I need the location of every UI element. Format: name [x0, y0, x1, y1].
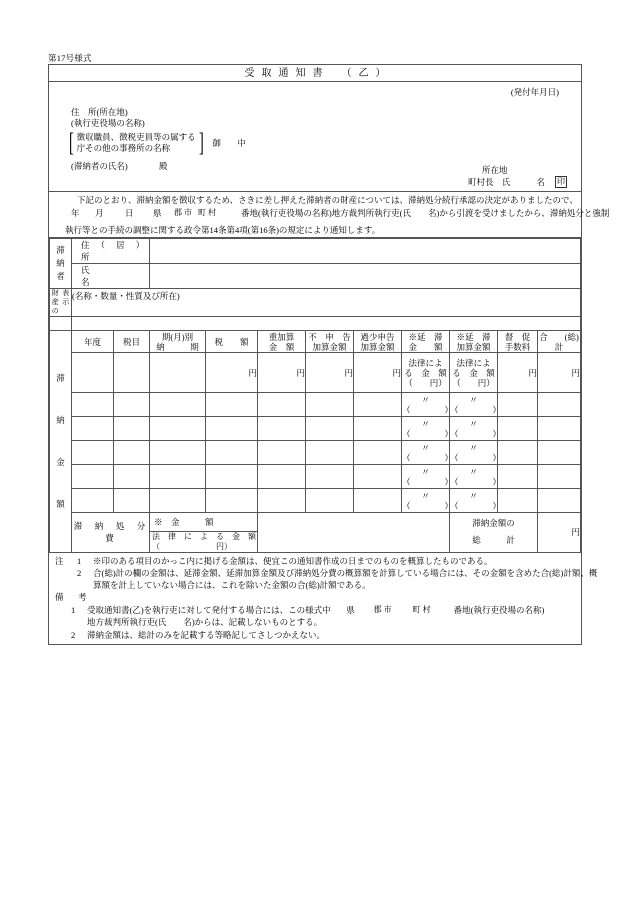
- cell-entaikin[interactable]: 〃 （ ）: [402, 490, 454, 511]
- cell-kashoushinkoku[interactable]: [354, 489, 402, 513]
- body-son: 村: [208, 208, 216, 217]
- cell-nendo[interactable]: [72, 353, 114, 393]
- col-header-kashoushinkoku: 過少申告 加算金額: [354, 331, 402, 353]
- cell-tokusoku[interactable]: [498, 489, 538, 513]
- title-band: [49, 65, 581, 82]
- cell-juukasan[interactable]: [258, 489, 306, 513]
- issue-date-label: (発付年月日): [510, 87, 559, 97]
- cell-nouki[interactable]: [150, 441, 206, 465]
- cell-zeimoku[interactable]: [114, 489, 150, 513]
- bracket-line-2: 庁その他の事務所の名称: [76, 143, 171, 154]
- note-continuation: 算額を計上していない場合には、これを除いた金額の合(総)計額である。: [93, 579, 371, 590]
- cell-tokusoku[interactable]: [498, 417, 538, 441]
- cell-fushinkoku[interactable]: [306, 489, 354, 513]
- form-number: 第17号様式: [48, 53, 92, 63]
- cell-entaikasan[interactable]: 法律によ る 金 額 （ 円）: [450, 353, 498, 393]
- body-year: 年: [71, 208, 80, 218]
- cell-zeigaku[interactable]: [206, 489, 258, 513]
- cell-zeigaku[interactable]: [206, 441, 258, 465]
- col-header-entaikasan: ※延 滞 加算金額: [450, 331, 498, 353]
- cell-total[interactable]: [538, 417, 581, 441]
- cell-juukasan[interactable]: [258, 393, 306, 417]
- taxpayer-address-label: 住 （ 居 ） 所: [72, 239, 150, 264]
- taxpayer-name-value[interactable]: [150, 264, 581, 289]
- col-header-nendo: 年度: [72, 331, 114, 353]
- side-label-1: 滞: [56, 245, 65, 255]
- cell-nouki[interactable]: [150, 417, 206, 441]
- remark-cho-son-stack: [413, 606, 431, 614]
- gun-shi-stack: [174, 209, 192, 217]
- cell-tokusoku[interactable]: [498, 393, 538, 417]
- bracket-text: [76, 132, 197, 154]
- cell-kashoushinkoku[interactable]: [354, 417, 402, 441]
- property-side-label: [50, 289, 72, 317]
- remark-gun-shi-stack: [374, 606, 392, 614]
- remark-number: 2: [71, 629, 76, 640]
- cell-nouki[interactable]: [150, 353, 206, 393]
- notes-label: 注: [55, 555, 64, 566]
- note-number: 2: [77, 567, 82, 578]
- note-item: [49, 555, 581, 567]
- cell-entaikin[interactable]: 法律によ る 金 額 （ 円）: [402, 353, 450, 393]
- amt-label-3: 金: [56, 457, 65, 468]
- cell-total[interactable]: [538, 465, 581, 489]
- cell-nendo[interactable]: [72, 441, 114, 465]
- cell-fushinkoku[interactable]: 円: [306, 353, 354, 393]
- main-table: [49, 238, 596, 553]
- grand-total-label: 滞納金額の 総 計: [450, 513, 538, 553]
- col-header-zeimoku: 税目: [114, 331, 150, 353]
- note-number: 1: [77, 555, 82, 566]
- issuing-office-bracket: [67, 128, 250, 157]
- amount-side-label: [50, 331, 72, 553]
- seal-icon: 印: [557, 177, 565, 186]
- body-day: 日: [125, 208, 134, 218]
- remark-text-before: 受取通知書(乙)を執行吏に対して発付する場合には、この様式中: [87, 604, 331, 615]
- disposal-fee-law-amount[interactable]: 法 律 に よ る 金 額 （ 円）: [152, 531, 257, 551]
- cell-juukasan[interactable]: 円: [258, 353, 306, 393]
- taxpayer-side-label: [50, 239, 72, 289]
- cell-tokusoku[interactable]: 円: [498, 353, 538, 393]
- remark-item: [49, 604, 581, 616]
- signature-block: [468, 164, 567, 188]
- address-label: 住 所(所在地): [71, 107, 128, 117]
- address-band: [49, 82, 581, 192]
- side-label-2: 納: [56, 258, 65, 268]
- col-header-tokusoku: 督 促 手数料: [498, 331, 538, 353]
- body-line-1: 下記のとおり、滞納金額を徴収するため、さきに差し押えた滞納者の財産については、滞納処分続行承認の決定がありましたので、: [77, 195, 578, 205]
- remark-number: 1: [71, 604, 76, 615]
- side-label-3: 者: [56, 271, 65, 281]
- disposal-fee-label: 滞 納 処 分 費: [72, 513, 150, 553]
- office-name-label: (執行吏役場の名称): [71, 118, 145, 128]
- amount-row: [50, 353, 581, 393]
- cell-entaikasan[interactable]: 〃 （ ）: [450, 442, 502, 463]
- bracket-left: [: [68, 128, 74, 157]
- property-heading-row: [50, 289, 581, 317]
- cell-juukasan[interactable]: [258, 465, 306, 489]
- document-title: 受取通知書 （乙）: [244, 68, 393, 79]
- cell-entaikin[interactable]: 〃 （ ）: [402, 394, 454, 415]
- cell-total[interactable]: [538, 441, 581, 465]
- amt-label-2: 納: [56, 415, 65, 426]
- cell-fushinkoku[interactable]: [306, 417, 354, 441]
- cell-entaikin[interactable]: 〃 （ ）: [402, 418, 454, 439]
- cell-nendo[interactable]: [72, 393, 114, 417]
- body-line-3: 執行等との手続の調整に関する政令第14条第4項(第16条)の規定により通知します。: [65, 225, 381, 235]
- cell-kashoushinkoku[interactable]: [354, 441, 402, 465]
- cell-entaikasan[interactable]: 〃 （ ）: [450, 418, 502, 439]
- taxpayer-name-row: [50, 264, 581, 289]
- amount-row: [50, 441, 581, 465]
- signature-mayor-row: [468, 176, 567, 188]
- cell-kashoushinkoku[interactable]: [354, 465, 402, 489]
- note-text: ※印のある項目のかっこ内に掲げる金額は、便宜この通知書作成の日までのものを概算したものである。: [93, 555, 493, 566]
- cell-nouki[interactable]: [150, 393, 206, 417]
- cell-entaikasan[interactable]: 〃 （ ）: [450, 466, 502, 487]
- notes-band: [49, 553, 598, 645]
- cell-fushinkoku[interactable]: [306, 465, 354, 489]
- taxpayer-name-label-cell: 氏 名: [72, 264, 150, 289]
- property-label-col-left: 表 示: [62, 289, 70, 306]
- cell-entaikasan[interactable]: 〃 （ ）: [450, 490, 502, 511]
- cell-nendo[interactable]: [72, 489, 114, 513]
- remark-cho: 町: [412, 604, 421, 614]
- body-month: 月: [95, 208, 104, 218]
- cell-zeimoku[interactable]: [114, 393, 150, 417]
- amount-header-row: [50, 331, 581, 353]
- disposal-fee-amount-cell: [150, 513, 258, 553]
- cell-zeimoku[interactable]: [114, 465, 150, 489]
- disposal-fee-row: [50, 513, 581, 553]
- taxpayer-address-row: [50, 239, 581, 264]
- amt-label-4: 額: [56, 499, 65, 510]
- body-line-2-tail: 番地(執行吏役場の名称)地方裁判所執行吏(氏 名)から引渡を受けましたから、滞納処分と強制: [241, 208, 610, 218]
- cell-total[interactable]: [538, 393, 581, 417]
- cell-entaikin[interactable]: 〃 （ ）: [402, 442, 454, 463]
- cell-total[interactable]: 円: [538, 353, 581, 393]
- remark-text: 滞納金額は、総計のみを記載する等略記してさしつかえない。: [87, 629, 326, 640]
- property-value[interactable]: [72, 317, 581, 331]
- cell-zeigaku[interactable]: [206, 393, 258, 417]
- cell-zeimoku[interactable]: [114, 417, 150, 441]
- remarks-label: 備 考: [55, 591, 90, 602]
- body-ken: 県: [153, 208, 162, 218]
- taxpayer-name-label: (滞納者の氏名): [71, 161, 128, 171]
- cell-entaikasan[interactable]: 〃 （ ）: [450, 394, 502, 415]
- cell-fushinkoku[interactable]: [306, 393, 354, 417]
- signature-mayor: 町村長 氏: [467, 177, 511, 187]
- cell-entaikin[interactable]: 〃 （ ）: [402, 466, 454, 487]
- remark-ken: 県: [346, 604, 355, 615]
- amount-row: [50, 393, 581, 417]
- cell-nendo[interactable]: [72, 417, 114, 441]
- cell-juukasan[interactable]: [258, 441, 306, 465]
- cell-zeigaku[interactable]: [206, 465, 258, 489]
- disposal-fee-blank[interactable]: [258, 513, 450, 553]
- cell-nendo[interactable]: [72, 465, 114, 489]
- cho-son-stack: [198, 209, 216, 217]
- cell-fushinkoku[interactable]: [306, 441, 354, 465]
- dono-label: 殿: [159, 161, 168, 171]
- property-heading: (名称・数量・性質及び所在): [72, 289, 581, 317]
- remark-text-after: 番地(執行吏役場の名称): [453, 604, 545, 615]
- cell-nouki[interactable]: [150, 465, 206, 489]
- col-header-nouki: 期(月)別 納 期: [150, 331, 206, 353]
- remark-gun: 郡: [373, 604, 382, 614]
- amount-row: [50, 465, 581, 489]
- document-frame: [48, 64, 610, 645]
- disposal-fee-amount-label: ※ 金 額: [150, 513, 257, 531]
- note-item: [49, 567, 598, 579]
- grand-total-value[interactable]: 円: [538, 513, 581, 553]
- cell-juukasan[interactable]: [258, 417, 306, 441]
- property-side-spacer: [50, 317, 72, 331]
- onchu-label: 御 中: [212, 138, 250, 149]
- col-header-juukasan: 重加算 金 額: [258, 331, 306, 353]
- property-value-row: [50, 317, 581, 331]
- cell-kashoushinkoku[interactable]: 円: [354, 353, 402, 393]
- col-header-entaikin: ※延 滞 金 額: [402, 331, 450, 353]
- cell-zeimoku[interactable]: [114, 441, 150, 465]
- cell-tokusoku[interactable]: [498, 465, 538, 489]
- cell-total[interactable]: [538, 489, 581, 513]
- bracket-right: ]: [198, 128, 204, 157]
- col-header-fushinkoku: 不 申 告 加算金額: [306, 331, 354, 353]
- taxpayer-address-value[interactable]: [150, 239, 581, 264]
- col-header-total: 合 (総) 計: [539, 331, 596, 352]
- cell-tokusoku[interactable]: [498, 441, 538, 465]
- cell-kashoushinkoku[interactable]: [354, 393, 402, 417]
- notes-label-spacer: [49, 567, 77, 579]
- amount-row: [50, 489, 581, 513]
- signature-location: 所在地: [481, 165, 508, 175]
- remark-continuation: 地方裁判所執行吏(氏 名)からは、記載しないものとする。: [87, 616, 323, 627]
- body-band: [49, 192, 610, 238]
- cell-zeigaku[interactable]: [206, 417, 258, 441]
- cell-nouki[interactable]: [150, 489, 206, 513]
- property-label-col-right: 財 産 の: [51, 289, 59, 315]
- body-shi: 市: [184, 208, 192, 217]
- remark-shi: 市: [383, 604, 392, 614]
- col-header-zeigaku: 税 額: [206, 331, 258, 353]
- note-text: 合(総)計の欄の金額は、延滞金額、延滞加算金額及び滞納処分費の概算額を計算している場合には、その金額を含めた合(総)計額、概: [93, 567, 598, 578]
- cell-zeigaku[interactable]: 円: [206, 353, 258, 393]
- amount-row: [50, 417, 581, 441]
- cell-zeimoku[interactable]: [114, 353, 150, 393]
- amt-label-1: 滞: [56, 373, 65, 384]
- body-gun: 郡: [174, 208, 182, 217]
- body-cho: 町: [198, 208, 206, 217]
- remark-son: 村: [422, 604, 431, 614]
- bracket-line-1: 徴収職員、徴税吏員等の属する: [76, 132, 196, 143]
- body-line-2: [71, 207, 609, 219]
- signature-name: 名: [536, 177, 545, 187]
- remark-item: [49, 629, 581, 641]
